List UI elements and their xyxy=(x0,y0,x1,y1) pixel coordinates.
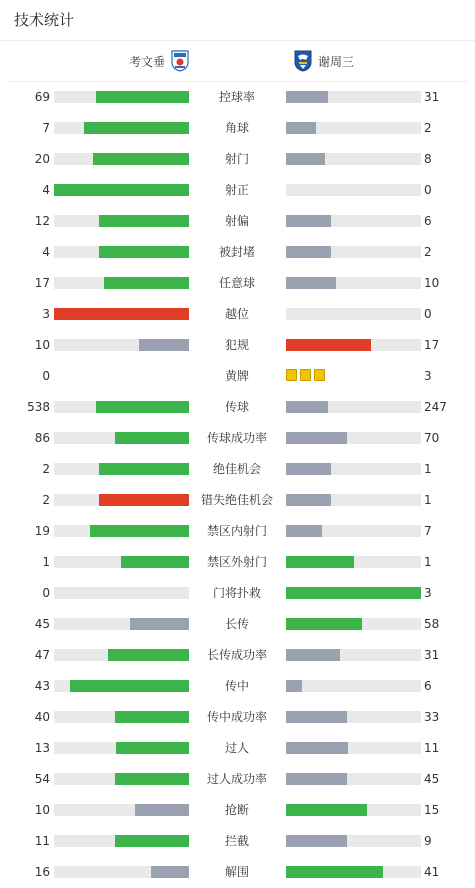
home-bar-track xyxy=(54,494,189,506)
away-value: 2 xyxy=(424,245,432,259)
home-bar-track xyxy=(54,339,189,351)
stat-row xyxy=(0,546,475,577)
home-bar-track xyxy=(54,91,189,103)
stat-label: 解围 xyxy=(224,865,249,879)
away-bar-fill xyxy=(286,494,331,506)
away-bar-fill xyxy=(286,835,347,847)
stat-label: 错失绝佳机会 xyxy=(200,493,273,507)
home-bar-track xyxy=(54,587,189,599)
away-value: 3 xyxy=(424,369,432,383)
away-bar-fill xyxy=(286,525,322,537)
away-value: 41 xyxy=(424,865,440,879)
away-bar-track xyxy=(286,277,421,289)
away-value: 58 xyxy=(424,617,440,631)
away-bar-fill xyxy=(286,339,371,351)
home-bar-track xyxy=(54,804,189,816)
stat-row xyxy=(0,360,475,391)
away-bar-fill xyxy=(286,122,316,134)
away-bar-track xyxy=(286,525,421,537)
stat-label: 任意球 xyxy=(218,276,255,290)
team-header xyxy=(8,41,467,82)
stat-row xyxy=(0,670,475,701)
away-value: 11 xyxy=(424,741,440,755)
home-bar-track xyxy=(54,215,189,227)
home-bar-fill xyxy=(115,432,189,444)
home-bar-track xyxy=(54,680,189,692)
home-value: 1 xyxy=(42,555,50,569)
home-value: 19 xyxy=(34,524,50,538)
stat-label: 长传 xyxy=(224,617,249,631)
away-bar-track xyxy=(286,587,421,599)
away-value: 1 xyxy=(424,555,432,569)
stat-row xyxy=(0,391,475,422)
home-value: 7 xyxy=(42,121,50,135)
stat-label: 射正 xyxy=(224,183,249,197)
home-bar-track xyxy=(54,556,189,568)
home-bar-fill xyxy=(99,463,189,475)
home-bar-track xyxy=(54,618,189,630)
stat-label: 犯规 xyxy=(224,338,249,352)
away-bar-fill xyxy=(286,153,325,165)
home-value: 43 xyxy=(34,679,50,693)
away-bar-track xyxy=(286,215,421,227)
away-value: 0 xyxy=(424,183,432,197)
away-value: 9 xyxy=(424,834,432,848)
home-value: 86 xyxy=(34,431,50,445)
home-bar-fill xyxy=(54,184,189,196)
stat-row xyxy=(0,825,475,856)
away-bar-fill xyxy=(286,742,348,754)
stat-label: 越位 xyxy=(224,307,249,321)
yellow-card-icon xyxy=(286,369,297,381)
away-bar-fill xyxy=(286,556,354,568)
home-bar-track xyxy=(54,773,189,785)
home-bar-track xyxy=(54,277,189,289)
home-bar-track xyxy=(54,866,189,878)
stat-row xyxy=(0,236,475,267)
stat-label: 传中 xyxy=(224,679,249,693)
home-bar-fill xyxy=(135,804,189,816)
home-value: 0 xyxy=(42,369,50,383)
stat-row xyxy=(0,329,475,360)
home-value: 0 xyxy=(42,586,50,600)
stat-label: 射偏 xyxy=(224,214,249,228)
home-bar-track xyxy=(54,525,189,537)
stat-label: 过人 xyxy=(224,741,249,755)
away-team[interactable] xyxy=(294,49,354,73)
home-value: 69 xyxy=(34,90,50,104)
home-value: 10 xyxy=(34,338,50,352)
away-bar-fill xyxy=(286,246,331,258)
stat-label: 角球 xyxy=(224,121,249,135)
away-value: 31 xyxy=(424,648,440,662)
yellow-card-icon xyxy=(300,369,311,381)
home-value: 11 xyxy=(34,834,50,848)
away-yellow-cards xyxy=(286,369,325,383)
home-value: 10 xyxy=(34,803,50,817)
stat-label: 抢断 xyxy=(224,803,249,817)
stat-label: 传中成功率 xyxy=(206,710,267,724)
away-bar-fill xyxy=(286,866,383,878)
away-bar-track xyxy=(286,680,421,692)
home-value: 20 xyxy=(34,152,50,166)
home-value: 13 xyxy=(34,741,50,755)
home-bar-fill xyxy=(54,308,189,320)
away-value: 7 xyxy=(424,524,432,538)
home-team[interactable] xyxy=(129,49,189,73)
away-value: 0 xyxy=(424,307,432,321)
home-bar-fill xyxy=(151,866,189,878)
home-bar-track xyxy=(54,122,189,134)
home-value: 2 xyxy=(42,462,50,476)
stat-row xyxy=(0,515,475,546)
stat-label: 拦截 xyxy=(224,834,249,848)
away-value: 3 xyxy=(424,586,432,600)
home-bar-track xyxy=(54,153,189,165)
stat-label: 绝佳机会 xyxy=(212,462,261,476)
away-bar-track xyxy=(286,711,421,723)
home-value: 40 xyxy=(34,710,50,724)
stat-label: 传球成功率 xyxy=(206,431,267,445)
away-bar-track xyxy=(286,246,421,258)
away-value: 6 xyxy=(424,214,432,228)
away-value: 31 xyxy=(424,90,440,104)
away-bar-track xyxy=(286,618,421,630)
home-bar-fill xyxy=(96,91,189,103)
home-bar-track xyxy=(54,246,189,258)
home-bar-track xyxy=(54,184,189,196)
home-value: 3 xyxy=(42,307,50,321)
coventry-crest-icon xyxy=(171,50,189,72)
away-value: 10 xyxy=(424,276,440,290)
away-bar-track xyxy=(286,463,421,475)
home-team-name: 考文垂 xyxy=(128,54,165,69)
away-bar-track xyxy=(286,742,421,754)
home-value: 54 xyxy=(34,772,50,786)
away-bar-fill xyxy=(286,277,336,289)
home-bar-fill xyxy=(115,773,189,785)
home-bar-fill xyxy=(84,122,189,134)
home-bar-fill xyxy=(121,556,189,568)
stat-row xyxy=(0,732,475,763)
away-value: 17 xyxy=(424,338,440,352)
yellow-card-icon xyxy=(314,369,325,381)
home-value: 47 xyxy=(34,648,50,662)
sheffield-wednesday-crest-icon xyxy=(294,50,312,72)
away-bar-track xyxy=(286,339,421,351)
away-value: 247 xyxy=(424,400,447,414)
home-bar-track xyxy=(54,711,189,723)
stat-label: 被封堵 xyxy=(218,245,255,259)
away-value: 70 xyxy=(424,431,440,445)
away-bar-fill xyxy=(286,463,331,475)
stat-row xyxy=(0,608,475,639)
stat-row xyxy=(0,701,475,732)
away-bar-track xyxy=(286,153,421,165)
stat-label: 长传成功率 xyxy=(206,648,267,662)
stat-row xyxy=(0,205,475,236)
stat-row xyxy=(0,484,475,515)
away-bar-track xyxy=(286,91,421,103)
stat-row xyxy=(0,298,475,329)
away-bar-fill xyxy=(286,91,328,103)
away-bar-fill xyxy=(286,649,340,661)
home-bar-fill xyxy=(108,649,189,661)
away-bar-track xyxy=(286,308,421,320)
away-bar-track xyxy=(286,649,421,661)
stat-label: 门将扑救 xyxy=(212,586,261,600)
stat-row xyxy=(0,577,475,608)
away-value: 33 xyxy=(424,710,440,724)
away-bar-fill xyxy=(286,680,302,692)
away-value: 2 xyxy=(424,121,432,135)
stat-row xyxy=(0,112,475,143)
home-value: 4 xyxy=(42,183,50,197)
home-bar-fill xyxy=(139,339,189,351)
away-value: 1 xyxy=(424,462,432,476)
stat-row xyxy=(0,763,475,794)
home-bar-fill xyxy=(130,618,189,630)
away-bar-fill xyxy=(286,432,347,444)
away-bar-track xyxy=(286,184,421,196)
away-bar-track xyxy=(286,494,421,506)
away-bar-fill xyxy=(286,587,421,599)
away-bar-track xyxy=(286,401,421,413)
home-bar-fill xyxy=(115,711,189,723)
stat-row xyxy=(0,639,475,670)
away-value: 45 xyxy=(424,772,440,786)
home-bar-fill xyxy=(96,401,189,413)
stat-row xyxy=(0,143,475,174)
stat-row xyxy=(0,794,475,825)
home-bar-track xyxy=(54,401,189,413)
home-value: 45 xyxy=(34,617,50,631)
stat-row xyxy=(0,453,475,484)
stat-row xyxy=(0,856,475,887)
home-bar-fill xyxy=(70,680,189,692)
away-value: 15 xyxy=(424,803,440,817)
home-bar-track xyxy=(54,432,189,444)
home-bar-fill xyxy=(99,246,189,258)
away-bar-track xyxy=(286,122,421,134)
home-bar-fill xyxy=(116,742,189,754)
home-bar-fill xyxy=(99,215,189,227)
stat-row xyxy=(0,267,475,298)
home-bar-track xyxy=(54,742,189,754)
away-bar-track xyxy=(286,432,421,444)
section-title: 技术统计 xyxy=(14,11,75,29)
away-bar-fill xyxy=(286,773,347,785)
away-bar-fill xyxy=(286,711,347,723)
home-bar-fill xyxy=(90,525,189,537)
home-bar-fill xyxy=(104,277,189,289)
away-bar-fill xyxy=(286,215,331,227)
away-bar-track xyxy=(286,804,421,816)
away-team-name: 谢周三 xyxy=(318,54,355,69)
away-value: 6 xyxy=(424,679,432,693)
stat-label: 过人成功率 xyxy=(206,772,267,786)
stat-row xyxy=(0,174,475,205)
away-value: 1 xyxy=(424,493,432,507)
home-value: 12 xyxy=(34,214,50,228)
away-bar-track xyxy=(286,556,421,568)
stat-label: 射门 xyxy=(224,152,249,166)
home-bar-fill xyxy=(115,835,189,847)
home-bar-fill xyxy=(99,494,189,506)
away-bar-track xyxy=(286,835,421,847)
home-value: 4 xyxy=(42,245,50,259)
stat-label: 控球率 xyxy=(218,90,255,104)
stat-label: 黄牌 xyxy=(224,369,249,383)
away-bar-track xyxy=(286,773,421,785)
home-value: 16 xyxy=(34,865,50,879)
stat-label: 传球 xyxy=(224,400,249,414)
home-bar-track xyxy=(54,308,189,320)
away-bar-fill xyxy=(286,401,328,413)
stat-label: 禁区外射门 xyxy=(206,555,267,569)
home-bar-fill xyxy=(93,153,189,165)
stat-row xyxy=(0,81,475,112)
home-bar-track xyxy=(54,463,189,475)
away-bar-fill xyxy=(286,804,367,816)
home-bar-track xyxy=(54,649,189,661)
away-bar-track xyxy=(286,866,421,878)
stat-row xyxy=(0,422,475,453)
home-value: 2 xyxy=(42,493,50,507)
away-bar-fill xyxy=(286,618,362,630)
stat-label: 禁区内射门 xyxy=(206,524,267,538)
away-value: 8 xyxy=(424,152,432,166)
home-value: 538 xyxy=(27,400,50,414)
home-value: 17 xyxy=(34,276,50,290)
home-bar-track xyxy=(54,835,189,847)
